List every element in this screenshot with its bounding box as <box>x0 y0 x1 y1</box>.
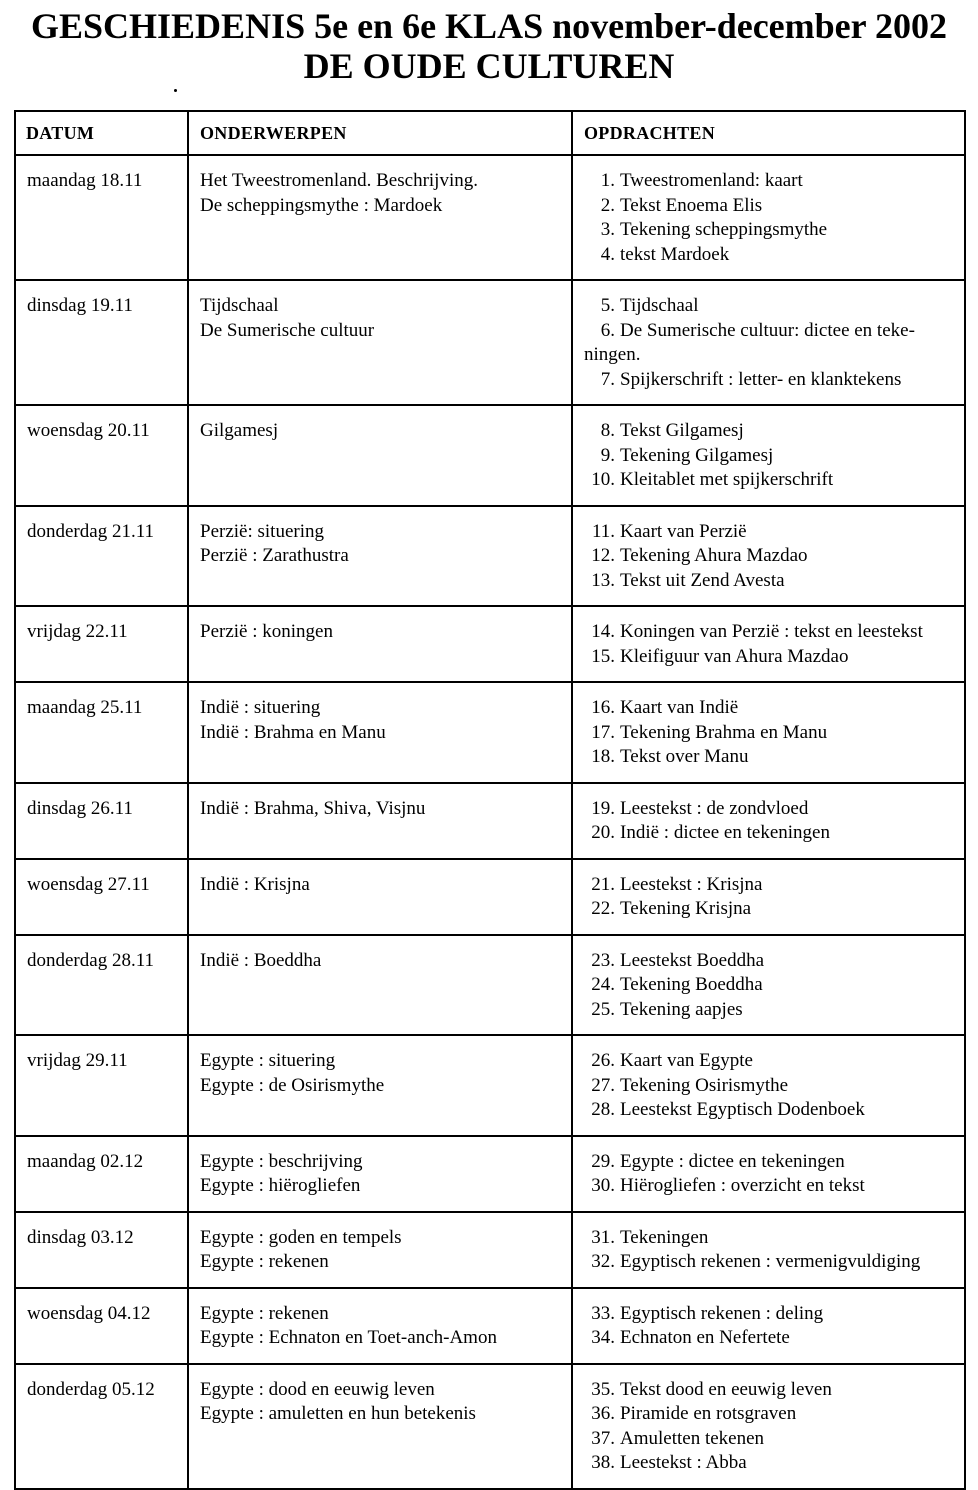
task-text: Echnaton en Nefertete <box>620 1327 790 1348</box>
task-number: 38. <box>591 1452 615 1473</box>
task-text: tekst Mardoek <box>620 243 730 265</box>
task-item <box>584 1302 960 1327</box>
date-cell: woensdag 27.11 <box>15 859 188 935</box>
topics-cell <box>188 1212 572 1288</box>
date-cell: donderdag 21.11 <box>15 506 188 607</box>
task-item <box>584 1250 960 1275</box>
task-number: 5. <box>600 295 615 316</box>
task-text: Leestekst Boeddha <box>620 949 765 971</box>
task-number: 16. <box>591 697 615 718</box>
task-text: Leestekst : de zondvloed <box>620 797 809 819</box>
task-number: 4. <box>600 243 615 265</box>
task-number: 26. <box>591 1050 615 1071</box>
topics-cell <box>188 1364 572 1489</box>
task-item <box>584 1098 960 1123</box>
task-item <box>584 468 960 493</box>
task-text: Tekening scheppingsmythe <box>620 219 828 240</box>
task-item <box>584 620 960 645</box>
task-text: Tekst Enoema Elis <box>620 194 763 216</box>
tasks-cell <box>572 155 965 280</box>
topic-line: Indië : Brahma, Shiva, Visjnu <box>200 797 426 819</box>
task-text: Kleifiguur van Ahura Mazdao <box>620 645 849 667</box>
task-item <box>584 998 960 1023</box>
task-item <box>584 1150 960 1175</box>
task-text: Indië : dictee en tekeningen <box>620 822 830 843</box>
topics-cell <box>188 682 572 783</box>
task-item <box>584 696 960 721</box>
task-item <box>584 218 960 243</box>
tasks-cell <box>572 859 965 935</box>
task-number: 14. <box>591 621 615 642</box>
table-row <box>15 682 965 783</box>
page-subtitle: DE OUDE CULTUREN <box>303 46 675 86</box>
task-text: Tekst uit Zend Avesta <box>620 569 785 591</box>
header-row <box>15 111 965 155</box>
task-text: Tijdschaal <box>620 295 699 316</box>
task-number: 35. <box>591 1378 615 1400</box>
task-item <box>584 949 960 974</box>
topics-cell <box>188 506 572 607</box>
date-cell: donderdag 28.11 <box>15 935 188 1036</box>
task-number: 15. <box>591 645 615 667</box>
task-item <box>584 194 960 219</box>
task-item <box>584 745 960 770</box>
topics-cell <box>188 155 572 280</box>
task-item <box>584 169 960 194</box>
task-number: 37. <box>591 1427 615 1449</box>
task-item <box>584 368 960 393</box>
tasks-cell <box>572 606 965 682</box>
task-text: De Sumerische cultuur: dictee en teke- <box>620 319 915 341</box>
task-item <box>584 897 960 922</box>
topic-line: Indië : Krisjna <box>200 873 310 895</box>
task-number: 20. <box>591 822 615 843</box>
task-number: 31. <box>591 1226 615 1248</box>
table-row <box>15 606 965 682</box>
task-number: 6. <box>600 319 615 341</box>
topics-cell <box>188 783 572 859</box>
table-row <box>15 1212 965 1288</box>
task-item <box>584 1174 960 1199</box>
table-row <box>15 155 965 280</box>
task-number: 10. <box>591 469 615 490</box>
task-item <box>584 1326 960 1351</box>
task-number: 8. <box>600 420 615 441</box>
task-item <box>584 444 960 469</box>
task-text: Tekening Gilgamesj <box>620 444 774 466</box>
topic-line: Perzië : Zarathustra <box>200 545 349 566</box>
topic-line: Het Tweestromenland. Beschrijving. <box>200 170 478 191</box>
task-item <box>584 569 960 594</box>
table-row <box>15 280 965 405</box>
tasks-cell <box>572 405 965 506</box>
task-item <box>584 821 960 846</box>
task-text: Kaart van Egypte <box>620 1050 753 1071</box>
task-text: Tekeningen <box>620 1226 709 1248</box>
task-text: Spijkerschrift : letter- en klanktekens <box>620 368 902 390</box>
task-continuation: ningen. <box>584 344 641 365</box>
topic-line: Perzië : koningen <box>200 621 333 642</box>
task-number: 34. <box>591 1327 615 1348</box>
task-text: Kaart van Indië <box>620 697 739 718</box>
topic-line: De Sumerische cultuur <box>200 319 375 341</box>
task-text: Tekening aapjes <box>620 998 743 1020</box>
task-item <box>584 797 960 822</box>
schedule-body <box>15 155 965 1489</box>
date-cell: maandag 25.11 <box>15 682 188 783</box>
date-cell: maandag 02.12 <box>15 1136 188 1212</box>
topic-line: Indië : Boeddha <box>200 949 322 971</box>
tasks-cell <box>572 783 965 859</box>
task-item <box>584 645 960 670</box>
table-row <box>15 1364 965 1489</box>
task-item <box>584 544 960 569</box>
task-item <box>584 1049 960 1074</box>
task-text: Egyptisch rekenen : vermenigvuldiging <box>620 1251 921 1272</box>
date-cell: dinsdag 19.11 <box>15 280 188 405</box>
topics-cell <box>188 1136 572 1212</box>
task-number: 33. <box>591 1302 615 1324</box>
table-row <box>15 935 965 1036</box>
task-item <box>584 1378 960 1403</box>
topic-line: Egypte : goden en tempels <box>200 1226 402 1248</box>
date-cell: dinsdag 26.11 <box>15 783 188 859</box>
topic-line: Egypte : rekenen <box>200 1251 329 1272</box>
schedule-table <box>14 110 966 1490</box>
task-text: Tekening Brahma en Manu <box>620 721 828 743</box>
task-text: Piramide en rotsgraven <box>620 1403 797 1424</box>
topics-cell <box>188 859 572 935</box>
tasks-cell <box>572 280 965 405</box>
task-number: 7. <box>600 368 615 390</box>
task-number: 2. <box>600 194 615 216</box>
task-number: 18. <box>591 746 615 767</box>
task-item <box>584 973 960 998</box>
date-cell: donderdag 05.12 <box>15 1364 188 1489</box>
task-number: 28. <box>591 1099 615 1120</box>
date-cell: dinsdag 03.12 <box>15 1212 188 1288</box>
task-text: Kleitablet met spijkerschrift <box>620 469 834 490</box>
topics-cell <box>188 1035 572 1136</box>
tasks-cell <box>572 682 965 783</box>
task-number: 3. <box>600 219 615 240</box>
task-number: 19. <box>591 797 615 819</box>
task-item <box>584 294 960 319</box>
date-cell: maandag 18.11 <box>15 155 188 280</box>
table-row <box>15 783 965 859</box>
task-item <box>584 1451 960 1476</box>
task-number: 27. <box>591 1074 615 1096</box>
task-item <box>584 1402 960 1427</box>
task-text: Leestekst : Abba <box>620 1452 747 1473</box>
task-item <box>584 873 960 898</box>
task-number: 29. <box>591 1150 615 1172</box>
task-text: Egyptisch rekenen : deling <box>620 1302 824 1324</box>
topic-line: Gilgamesj <box>200 420 279 441</box>
topic-line: Egypte : Echnaton en Toet-anch-Amon <box>200 1327 497 1348</box>
column-header-onderwerpen: ONDERWERPEN <box>188 111 572 155</box>
table-row <box>15 405 965 506</box>
task-number: 36. <box>591 1403 615 1424</box>
task-text: Tekst Gilgamesj <box>620 420 744 441</box>
task-number: 32. <box>591 1251 615 1272</box>
date-cell: woensdag 20.11 <box>15 405 188 506</box>
task-number: 9. <box>600 444 615 466</box>
task-text: Tweestromenland: kaart <box>620 170 803 191</box>
topic-line: Perzië: situering <box>200 520 324 542</box>
task-item <box>584 1074 960 1099</box>
tasks-cell <box>572 1136 965 1212</box>
table-row <box>15 506 965 607</box>
table-row <box>15 1136 965 1212</box>
task-item <box>584 520 960 545</box>
task-text: Leestekst : Krisjna <box>620 873 763 895</box>
table-row <box>15 1035 965 1136</box>
tasks-cell <box>572 1212 965 1288</box>
date-cell: vrijdag 22.11 <box>15 606 188 682</box>
task-number: 25. <box>591 998 615 1020</box>
topic-line: Egypte : beschrijving <box>200 1150 363 1172</box>
task-text: Amuletten tekenen <box>620 1427 765 1449</box>
task-text: Tekening Ahura Mazdao <box>620 545 808 566</box>
task-text: Koningen van Perzië : tekst en leestekst <box>620 621 923 642</box>
speck-mark <box>174 89 177 92</box>
task-text: Kaart van Perzië <box>620 520 747 542</box>
task-number: 11. <box>591 520 615 542</box>
topic-line: De scheppingsmythe : Mardoek <box>200 194 443 216</box>
task-number: 24. <box>591 974 615 995</box>
task-number: 17. <box>591 721 615 743</box>
page-title: GESCHIEDENIS 5e en 6e KLAS november-december 2002 <box>31 6 947 46</box>
task-item <box>584 419 960 444</box>
tasks-cell <box>572 1035 965 1136</box>
task-text: Tekst over Manu <box>620 746 749 767</box>
task-item <box>584 243 960 268</box>
topics-cell <box>188 606 572 682</box>
task-text: Hiërogliefen : overzicht en tekst <box>620 1175 865 1196</box>
date-cell: woensdag 04.12 <box>15 1288 188 1364</box>
task-text: Egypte : dictee en tekeningen <box>620 1150 845 1172</box>
topic-line: Egypte : de Osirismythe <box>200 1074 385 1096</box>
topic-line: Indië : situering <box>200 697 321 718</box>
task-number: 30. <box>591 1175 615 1196</box>
tasks-cell <box>572 506 965 607</box>
task-number: 12. <box>591 545 615 566</box>
tasks-cell <box>572 935 965 1036</box>
topics-cell <box>188 935 572 1036</box>
topic-line: Egypte : dood en eeuwig leven <box>200 1378 435 1400</box>
date-cell: vrijdag 29.11 <box>15 1035 188 1136</box>
task-number: 22. <box>591 898 615 919</box>
column-header-datum: DATUM <box>15 111 188 155</box>
tasks-cell <box>572 1288 965 1364</box>
table-row <box>15 859 965 935</box>
tasks-cell <box>572 1364 965 1489</box>
topics-cell <box>188 405 572 506</box>
task-item <box>584 1226 960 1251</box>
topic-line: Tijdschaal <box>200 295 279 316</box>
task-text: Tekening Osirismythe <box>620 1074 789 1096</box>
topic-line: Indië : Brahma en Manu <box>200 721 386 743</box>
task-item <box>584 1427 960 1452</box>
task-text: Tekst dood en eeuwig leven <box>620 1378 832 1400</box>
topic-line: Egypte : amuletten en hun betekenis <box>200 1403 476 1424</box>
topic-line: Egypte : situering <box>200 1050 336 1071</box>
task-text: Leestekst Egyptisch Dodenboek <box>620 1099 865 1120</box>
task-number: 23. <box>591 949 615 971</box>
column-header-opdrachten: OPDRACHTEN <box>572 111 965 155</box>
task-item <box>584 721 960 746</box>
task-number: 13. <box>591 569 615 591</box>
topics-cell <box>188 1288 572 1364</box>
table-row <box>15 1288 965 1364</box>
topic-line: Egypte : rekenen <box>200 1302 329 1324</box>
task-number: 21. <box>591 873 615 895</box>
task-text: Tekening Krisjna <box>620 898 752 919</box>
topic-line: Egypte : hiërogliefen <box>200 1175 361 1196</box>
topics-cell <box>188 280 572 405</box>
task-text: Tekening Boeddha <box>620 974 763 995</box>
task-item <box>584 319 960 344</box>
task-number: 1. <box>600 170 615 191</box>
